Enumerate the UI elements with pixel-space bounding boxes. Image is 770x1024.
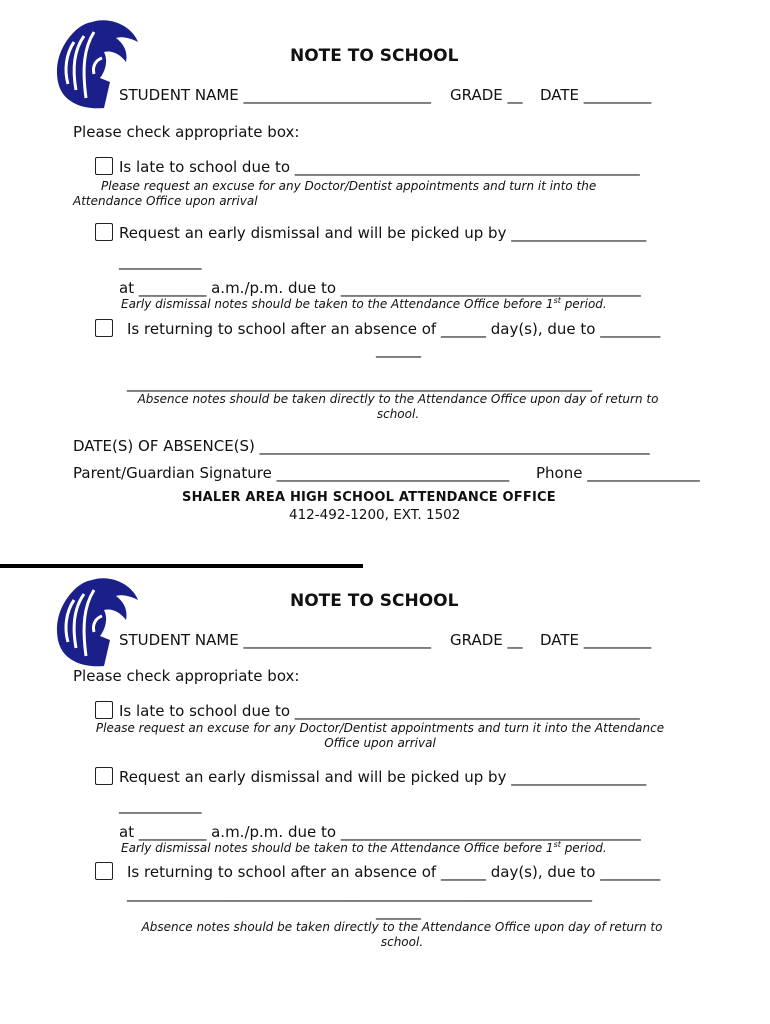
absence-note: Absence notes should be taken directly to the Attendance Office upon day of return to school. (137, 392, 659, 421)
phone-field[interactable]: Phone _______________ (536, 464, 700, 482)
date-field[interactable]: DATE _________ (540, 631, 652, 649)
signature-field[interactable]: Parent/Guardian Signature _______________________________ (73, 464, 510, 482)
dismissal-note (121, 841, 607, 855)
late-checkbox[interactable] (95, 701, 113, 719)
late-note: Please request an excuse for any Doctor/Dentist appointments and turn it into the Attendance Office upon arrival (73, 179, 597, 208)
date-field[interactable]: DATE _________ (540, 86, 652, 104)
dismissal-option-label: Request an early dismissal and will be picked up by __________________ (119, 768, 647, 786)
dismissal-option-label: Request an early dismissal and will be picked up by __________________ (119, 224, 647, 242)
trojan-helmet-logo-icon (52, 576, 140, 668)
absence-blank-short[interactable]: ______ (376, 340, 421, 358)
cut-line-divider (0, 564, 363, 568)
dismissal-checkbox[interactable] (95, 767, 113, 785)
dates-of-absence-field[interactable]: DATE(S) OF ABSENCE(S) ____________________________________________________ (73, 437, 650, 455)
dismissal-note (121, 297, 607, 311)
student-name-field[interactable]: STUDENT NAME _________________________ (119, 631, 432, 649)
late-option-label: Is late to school due to ______________________________________________ (119, 158, 640, 176)
dismissal-note-end: period. (560, 297, 607, 311)
dismissal-checkbox[interactable] (95, 223, 113, 241)
absence-checkbox[interactable] (95, 862, 113, 880)
dismissal-time-field[interactable]: at _________ a.m./p.m. due to ________________________________________ (119, 279, 641, 297)
office-phone: 412-492-1200, EXT. 1502 (289, 507, 461, 523)
dismissal-note-text: Early dismissal notes should be taken to the Attendance Office before 1 (121, 297, 554, 311)
check-prompt: Please check appropriate box: (73, 123, 300, 141)
absence-option-label: Is returning to school after an absence of ______ day(s), due to ________ (127, 320, 661, 338)
dismissal-time-field[interactable]: at _________ a.m./p.m. due to ________________________________________ (119, 823, 641, 841)
absence-blank-long[interactable]: ______________________________________________________________ (127, 374, 592, 392)
absence-option-label: Is returning to school after an absence of ______ day(s), due to ________ (127, 863, 661, 881)
dismissal-note-sup: st (553, 296, 561, 305)
form-title: NOTE TO SCHOOL (290, 591, 459, 611)
absence-blank-long[interactable]: ______________________________________________________________ (127, 884, 592, 902)
office-name: SHALER AREA HIGH SCHOOL ATTENDANCE OFFICE (182, 490, 556, 505)
late-note: Please request an excuse for any Doctor/Dentist appointments and turn it into the Attendance Office upon arrival (95, 721, 665, 750)
form-title: NOTE TO SCHOOL (290, 46, 459, 66)
grade-field[interactable]: GRADE __ (450, 631, 523, 649)
dismissal-blank[interactable]: ___________ (119, 252, 202, 270)
dismissal-note-text: Early dismissal notes should be taken to the Attendance Office before 1 (121, 841, 554, 855)
absence-checkbox[interactable] (95, 319, 113, 337)
late-option-label: Is late to school due to ______________________________________________ (119, 702, 640, 720)
late-checkbox[interactable] (95, 157, 113, 175)
dismissal-blank[interactable]: ___________ (119, 796, 202, 814)
absence-blank-short[interactable]: ______ (376, 902, 421, 920)
grade-field[interactable]: GRADE __ (450, 86, 523, 104)
absence-note: Absence notes should be taken directly to the Attendance Office upon day of return to school. (141, 920, 663, 949)
dismissal-note-sup: st (553, 840, 561, 849)
student-name-field[interactable]: STUDENT NAME _________________________ (119, 86, 432, 104)
check-prompt: Please check appropriate box: (73, 667, 300, 685)
dismissal-note-end: period. (560, 841, 607, 855)
